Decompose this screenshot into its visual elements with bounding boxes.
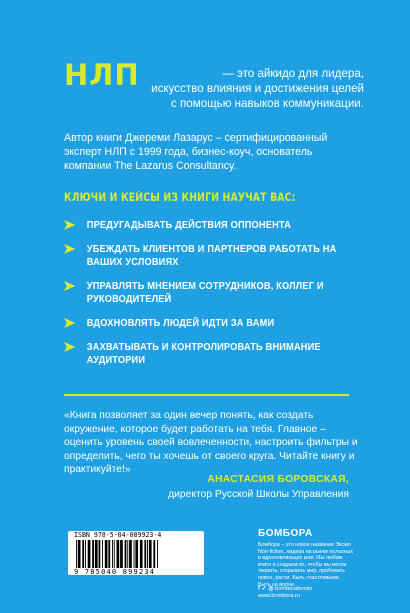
skill-text: УПРАВЛЯТЬ МНЕНИЕМ СОТРУДНИКОВ, КОЛЛЕГ И РУКОВОДИТЕЛЕЙ [86,281,324,305]
intro-text [64,66,364,111]
barcode-bar [147,540,148,568]
barcode-bar [76,540,77,568]
barcode-bar [114,540,115,568]
skill-item [64,243,349,269]
barcode-bar [105,540,108,568]
barcode-bar [129,540,132,568]
barcode-bar [157,540,158,568]
barcode-digits: 9 785040 899234 [74,568,156,576]
barcode-bar [88,540,91,568]
arrow-icon [64,342,75,352]
barcode-bar [117,540,120,568]
publisher-site: www.bombora.ru [258,593,300,599]
barcode-bar [120,540,123,568]
barcode-bar [92,540,94,568]
author-bio: Автор книги Джереми Лазарус – сертифицированный эксперт НЛП с 1999 года, бизнес-коуч, основатель компании The Lazarus Consultancy. [64,132,328,172]
barcode-bar [134,540,135,568]
skill-text: ВДОХНОВЛЯТЬ ЛЮДЕЙ ИДТИ ЗА ВАМИ [86,318,275,329]
skill-text: УБЕЖДАТЬ КЛИЕНТОВ И ПАРТНЕРОВ РАБОТАТЬ НА ВАШИХ УСЛОВИЯХ [86,244,337,268]
arrow-icon [64,281,75,291]
social-icons: f ✓ ◎ [258,586,274,592]
skill-item [64,317,349,330]
barcode-bar [99,540,101,568]
barcode-bar [125,540,127,568]
skill-text: ПРЕДУГАДЫВАТЬ ДЕЙСТВИЯ ОППОНЕНТА [86,220,291,231]
divider [64,394,349,396]
barcode-bar [95,540,98,568]
endorsement-quote: «Книга позволяет за один вечер понять, как создать окружение, которое будет работать на тебя. Главное – оценить уровень своей вовлеченности, настроить фильтры и определить, чего ты хочешь от своего круга. Читайте книгу и практикуйте!» [64,410,358,475]
nlp-acronym: НЛП [64,58,140,92]
barcode-bar [102,540,103,568]
skill-item [64,280,349,306]
intro-line: с помощью навыков коммуникации. [170,97,364,110]
social-handle: bomborabooks [275,586,313,592]
barcode-bar [112,540,113,568]
endorser-role: директор Русской Школы Управления [168,489,349,500]
barcode-bar [135,540,138,568]
barcode-bar [149,540,152,568]
barcode-bar [153,540,155,568]
arrow-icon [64,244,75,254]
publisher-logo: БОМБОРА [258,528,313,539]
intro-line: — это айкидо для лидера, [222,67,364,80]
publisher-contacts [258,586,358,600]
intro-line: искусство влияния и достижения целей [151,82,364,95]
skill-text: ЗАХВАТЫВАТЬ И КОНТРОЛИРОВАТЬ ВНИМАНИЕ АУДИТОРИИ [86,342,321,366]
barcode-bar [127,540,128,568]
arrow-icon [64,318,75,328]
barcode [74,540,194,568]
endorser-name: АНАСТАСИЯ БОРОВСКАЯ, [207,474,349,485]
skills-list [64,219,364,378]
barcode-bar [82,540,84,568]
skills-heading: КЛЮЧИ И КЕЙСЫ ИЗ КНИГИ НАУЧАТ ВАС: [64,191,296,204]
publisher-description: Бомбора – это новое название Эксмо Non-fiction, лидера на рынке полезных и вдохновляющих книг. Мы любим книги и создаем их, чтобы вы могли творить, открывать мир, пробовать новое, расти. Быть счастливыми. Быть на волне. [258,542,353,588]
barcode-bar [78,540,81,568]
barcode-bar [140,540,143,568]
skill-item [64,219,349,232]
barcode-bar [85,540,86,568]
skill-item [64,341,349,367]
isbn-label: ISBN 978-5-04-089923-4 [74,531,162,539]
barcode-bar [144,540,146,568]
arrow-icon [64,220,75,230]
barcode-bar [108,540,110,568]
